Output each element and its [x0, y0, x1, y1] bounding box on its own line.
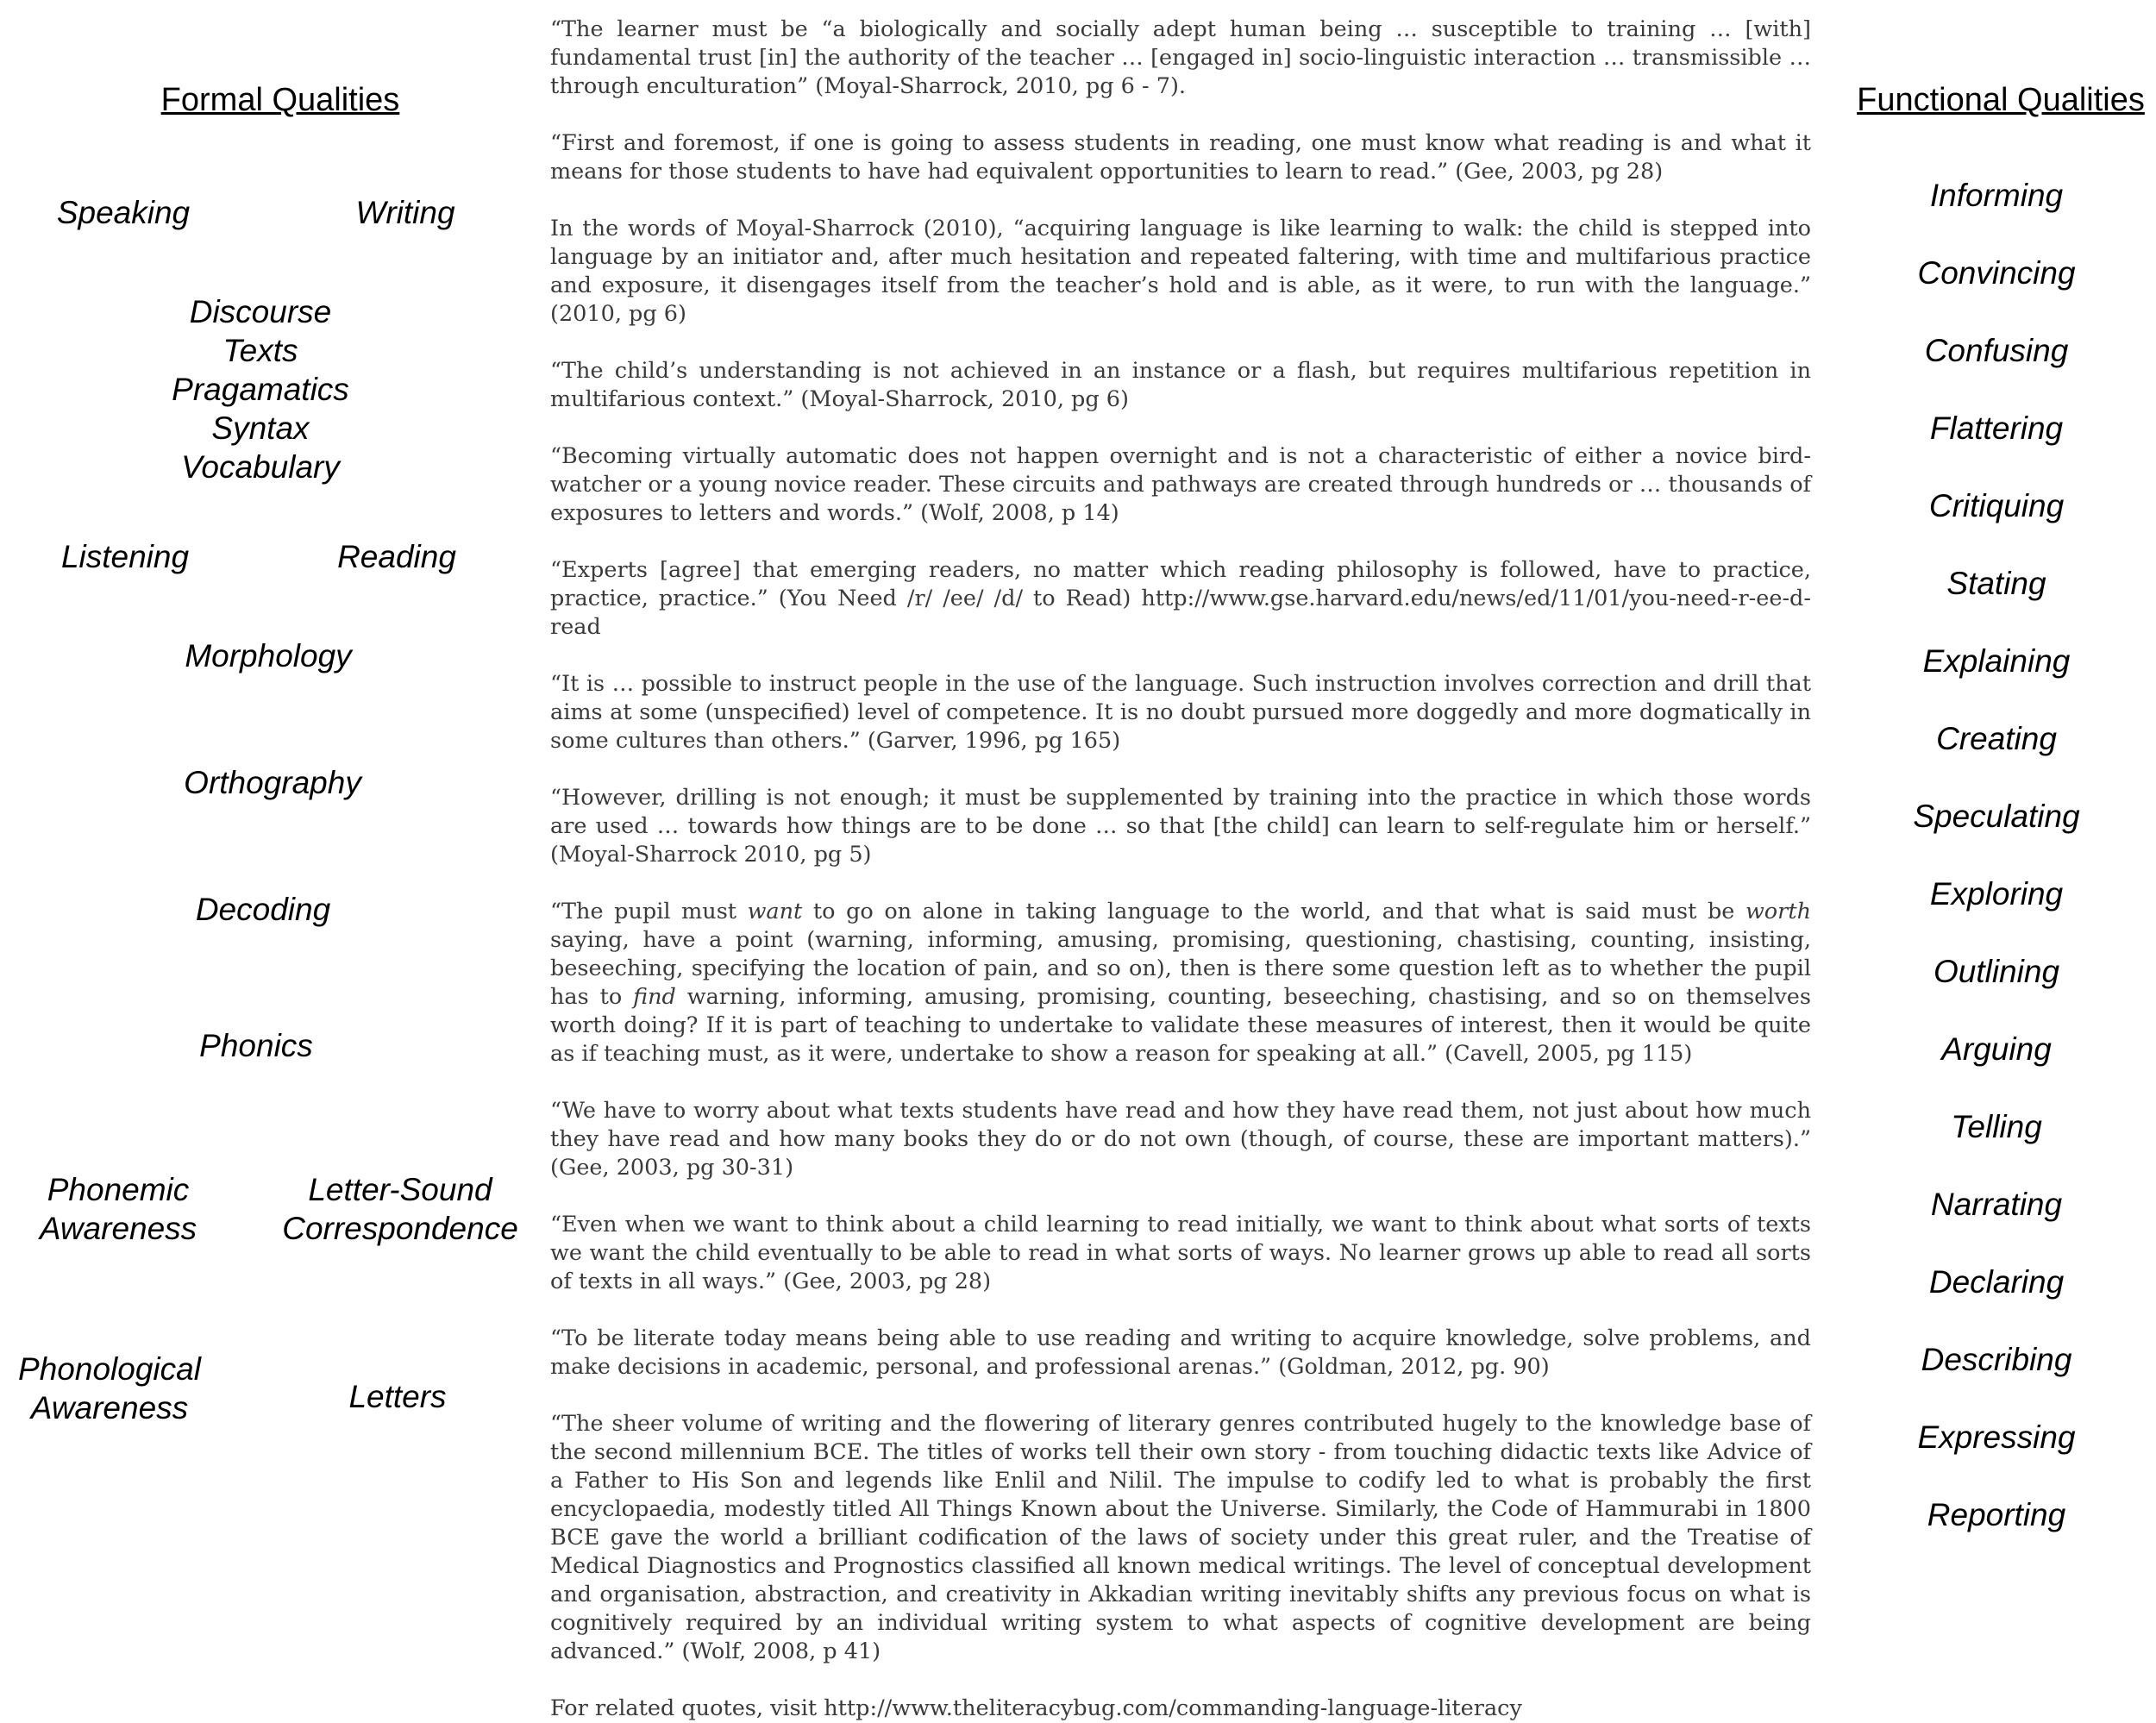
- quote: “Even when we want to think about a child learning to read initially, we want to think about what sorts of texts we want the child eventually to be able to read in what sorts of ways. No learner grows up able to read all sorts of texts in all ways.” (Gee, 2003, pg 28): [550, 1212, 1811, 1294]
- quote: “Becoming virtually automatic does not happen overnight and is not a characteristic of either a novice bird-watcher or a young novice reader. These circuits and pathways are created through hundreds or … thousands of exposures to letters and words.” (Wolf, 2008, p 14): [550, 443, 1811, 526]
- functional-item-declaring: Declaring: [1928, 1264, 2065, 1300]
- functional-item-outlining: Outlining: [1933, 954, 2060, 989]
- formal-qualities-column: [0, 0, 539, 1666]
- quote-text: warning, informing, amusing, promising, counting, beseeching, chastising, and so on themselves worth doing? If it is part of teaching to undertake to validate these measures of interest, then it would be quite as if teaching must, as it were, undertake to show a reason for speaking at all.” (Cavell, 2005, pg 115): [550, 984, 1811, 1067]
- quote-emphasis: worth: [1745, 899, 1811, 924]
- quote: “Experts [agree] that emerging readers, no matter which reading philosophy is followed, have to practice, practice, practice.” (You Need /r/ /ee/ /d/ to Read) http://www.gse.harvard.edu/news/ed/11/01/you-need-r-ee-d-read: [550, 557, 1811, 640]
- quote-emphasis: want: [747, 899, 803, 924]
- term-morphology: Morphology: [185, 638, 352, 674]
- functional-item-flattering: Flattering: [1929, 410, 2064, 446]
- functional-item-arguing: Arguing: [1941, 1031, 2052, 1067]
- quote-text: to go on alone in taking language to the world, and that what is said must be: [802, 899, 1745, 924]
- related-quotes-footer: For related quotes, visit http://www.theliteracybug.com/commanding-language-literacy: [550, 1695, 1522, 1721]
- quote: “The learner must be “a biologically and socially adept human being … susceptible to training … [with] fundamental trust [in] the authority of the teacher … [engaged in] socio-linguistic interaction … transmissible … through enculturation” (Moyal-Sharrock, 2010, pg 6 - 7).: [550, 16, 1811, 99]
- functional-item-exploring: Exploring: [1929, 876, 2064, 912]
- functional-item-telling: Telling: [1951, 1109, 2042, 1144]
- quote-cavell: [550, 898, 1811, 1068]
- term-speaking: Speaking: [56, 195, 191, 230]
- quote: “To be literate today means being able to use reading and writing to acquire knowledge, solve problems, and make decisions in academic, personal, and professional arenas.” (Goldman, 2012, pg. 90): [550, 1325, 1811, 1380]
- formal-qualities-heading: Formal Qualities: [160, 82, 400, 118]
- term-phonics: Phonics: [199, 1028, 313, 1063]
- quote-text: saying, have a point (warning, informing, amusing, promising, questioning, chastising, counting, insisting, beseeching, specifying the location of pain, and so on), then is there some question left as to whether the pupil has to: [550, 927, 1811, 1010]
- functional-qualities-heading: Functional Qualities: [1857, 82, 2145, 118]
- term-writing: Writing: [355, 195, 455, 230]
- functional-item-critiquing: Critiquing: [1928, 488, 2065, 523]
- functional-item-creating: Creating: [1936, 721, 2057, 756]
- functional-item-reporting: Reporting: [1927, 1497, 2066, 1532]
- term-listening: Listening: [60, 539, 190, 574]
- quote: “First and foremost, if one is going to assess students in reading, one must know what reading is and what it means for those students to have had equivalent opportunities to learn to read.” (Gee, 2003, pg 28): [550, 130, 1811, 185]
- term-reading: Reading: [337, 539, 456, 574]
- quote: “It is … possible to instruct people in the use of the language. Such instruction involves correction and drill that aims at some (unspecified) level of competence. It is no doubt pursued more doggedly and more dogmatically in some cultures than others.” (Garver, 1996, pg 165): [550, 671, 1811, 754]
- functional-item-confusing: Confusing: [1924, 333, 2069, 368]
- functional-qualities-column: [1846, 0, 2156, 1666]
- functional-item-stating: Stating: [1946, 566, 2046, 601]
- quote: “However, drilling is not enough; it must be supplemented by training into the practice in which those words are used … towards how things are to be done … so that [the child] can learn to self-regulate him or herself.” (Moyal-Sharrock 2010, pg 5): [550, 785, 1811, 868]
- term-orthography: Orthography: [184, 765, 361, 800]
- quote: “The sheer volume of writing and the flowering of literary genres contributed hugely to the knowledge base of the second millennium BCE. The titles of works tell their own story - from touching didactic texts like Advice of a Father to His Son and legends like Enlil and Nilil. The impulse to codify led to what is probably the first encyclopaedia, modestly titled All Things Known about the Universe. Similarly, the Code of Hammurabi in 1800 BCE gave the world a brilliant codification of the laws of society under this great ruler, and the Treatise of Medical Diagnostics and Prognostics classified all known medical writings. The level of conceptual development and organisation, abstraction, and creativity in Akkadian writing inevitably shifts any previous focus on what is cognitively required by an individual writing system to what aspects of cognitive development are being advanced.” (Wolf, 2008, p 41): [550, 1411, 1811, 1664]
- term-stack-discourse-vocabulary: Discourse Texts Pragamatics Syntax Vocabulary: [172, 294, 349, 485]
- functional-item-convincing: Convincing: [1917, 255, 2076, 291]
- functional-item-speculating: Speculating: [1913, 799, 2080, 834]
- term-letter-sound-correspondence: Letter-Sound Correspondence: [282, 1172, 518, 1246]
- term-phonemic-awareness: Phonemic Awareness: [39, 1172, 197, 1246]
- quote-text: “The pupil must: [550, 899, 748, 924]
- term-letters: Letters: [348, 1379, 447, 1414]
- quote: “The child’s understanding is not achieved in an instance or a flash, but requires multifarious repetition in multifarious context.” (Moyal-Sharrock, 2010, pg 6): [550, 358, 1811, 412]
- quotes-column: [550, 16, 1811, 1723]
- quote-emphasis: find: [633, 984, 676, 1010]
- functional-item-expressing: Expressing: [1917, 1419, 2076, 1455]
- term-decoding: Decoding: [195, 892, 331, 927]
- functional-item-informing: Informing: [1929, 178, 2064, 213]
- functional-item-describing: Describing: [1921, 1342, 2072, 1377]
- term-phonological-awareness: Phonological Awareness: [18, 1351, 201, 1425]
- functional-item-explaining: Explaining: [1922, 643, 2071, 679]
- quote: In the words of Moyal-Sharrock (2010), “acquiring language is like learning to walk: the child is stepped into language by an initiator and, after much hesitation and repeated faltering, with time and multifarious practice and exposure, it disengages itself from the teacher’s hold and is able, as it were, to run with the language.” (2010, pg 6): [550, 216, 1811, 327]
- quote: “We have to worry about what texts students have read and how they have read them, not just about how much they have read and how many books they do or do not own (though, of course, these are important matters).” (Gee, 2003, pg 30-31): [550, 1098, 1811, 1181]
- functional-item-narrating: Narrating: [1930, 1187, 2063, 1222]
